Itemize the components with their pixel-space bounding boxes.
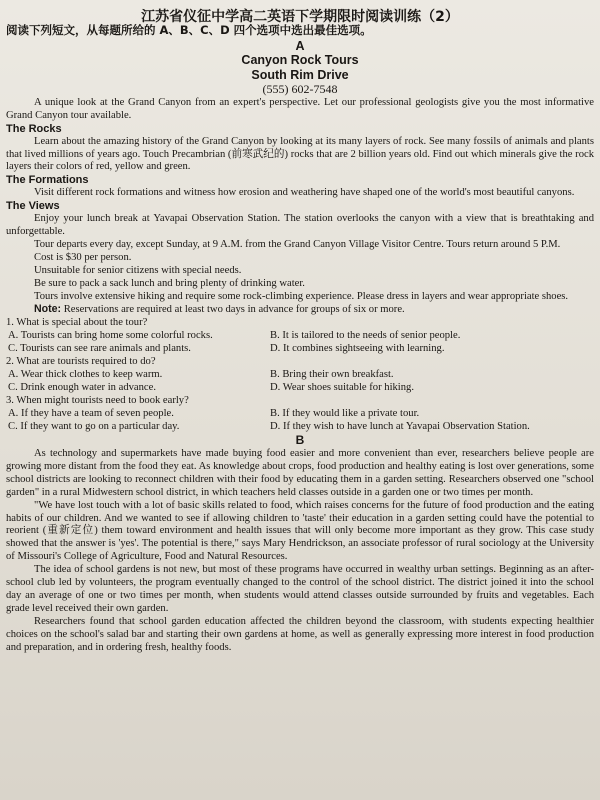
passage-b-paragraph-1: As technology and supermarkets have made buying food easier and more convenient than ever, researchers believe people are growing more distant from the food they eat. As knowledge about crops, food production and healthy eating is lost over generations, some school districts are looking to reconnect children with their food by educating them in a garden setting. Researchers observed one "school garden" in a rural Midwestern school district, in which teachers held classes outside in a garden one or two times per month. xyxy=(6,447,594,498)
tour-hiking: Tours involve extensive hiking and require some rock-climbing experience. Please dress in layers and wear appropriate shoes. xyxy=(34,290,569,302)
formations-heading: The Formations xyxy=(6,174,89,187)
passage-b-paragraph-3: The idea of school gardens is not new, but most of these programs have occurred in wealthy urban settings. Beginning as an after-school club led by volunteers, the program eventually changed to the control of the school district. The district joined it into the school day an average of one or two times per month, when students would attend classes outside surrounded by fruits and vegetables. Each grade level received their own garden. xyxy=(6,564,594,614)
question-1 xyxy=(6,317,594,356)
page-title: 江苏省仪征中学高二英语下学期限时阅读训练（2） xyxy=(141,9,459,25)
tour-lunch: Be sure to pack a sack lunch and bring plenty of drinking water. xyxy=(34,277,305,289)
option-d[interactable]: D. If they wish to have lunch at Yavapai Observation Station. xyxy=(270,420,530,432)
note-text: Reservations are required at least two days in advance for groups of six or more. xyxy=(61,304,405,316)
option-c[interactable]: C. Tourists can see rare animals and plants. xyxy=(8,343,191,355)
option-d[interactable]: D. It combines sightseeing with learning. xyxy=(270,343,445,355)
passage-b-paragraph-2: "We have lost touch with a lot of basic skills related to food, which raises concerns for the future of food production and the eating habits of our children. And we wanted to see if allowing children to 'taste' their education in a garden setting could have the potential to reorient (重新定位) them toward environment and health issues that will only become more important as they grow. This case study showed that the answer is 'yes'. The potential is there," says Mary Hendrickson, an associate professor of rural sociology at the University of Missouri's College of Agriculture, Food and Natural Resources. xyxy=(6,499,594,563)
ad-name: Canyon Rock Tours xyxy=(241,53,359,68)
passage-b-paragraph-4: Researchers found that school garden education affected the children beyond the classroom, with students expecting healthier choices on the school's salad bar and starting their own gardens at home, as well as generally expressing more interest in food production and preparation, and in ordering fresh, healthy foods. xyxy=(6,615,594,653)
option-c[interactable]: C. Drink enough water in advance. xyxy=(8,381,156,393)
ad-address: South Rim Drive xyxy=(251,67,349,82)
tour-note xyxy=(6,303,594,317)
option-a[interactable]: A. Tourists can bring home some colorful rocks. xyxy=(8,330,213,342)
views-heading: The Views xyxy=(6,200,60,213)
option-b[interactable]: B. Bring their own breakfast. xyxy=(270,368,394,380)
tour-departure: Tour departs every day, except Sunday, at 9 A.M. from the Grand Canyon Village Visitor Centre. Tours return around 5 P.M. xyxy=(34,238,561,250)
option-b[interactable]: B. It is tailored to the needs of senior people. xyxy=(270,330,461,342)
ad-intro: A unique look at the Grand Canyon from an expert's perspective. Let our professional geologists give you the most informative Grand Canyon tour available. xyxy=(6,96,594,121)
views-text: Enjoy your lunch break at Yavapai Observation Station. The station overlooks the canyon with a view that is breathtaking and unforgettable. xyxy=(6,213,594,237)
instruction: 阅读下列短文，从每题所给的 A、B、C、D 四个选项中选出最佳选项。 xyxy=(6,23,372,37)
question-2 xyxy=(6,356,594,395)
tour-unsuitable: Unsuitable for senior citizens with special needs. xyxy=(34,264,242,276)
question-stem: 1. What is special about the tour? xyxy=(6,317,148,329)
option-a[interactable]: A. If they have a team of seven people. xyxy=(8,407,174,419)
question-3 xyxy=(6,395,594,434)
rocks-text: Learn about the amazing history of the Grand Canyon by looking at its many layers of rock. See many fossils of animals and plants that lived millions of years ago. Touch Precambrian (前寒武纪的) rocks that are 2 billion years old. Find out which minerals give the rock layers their colors of red, yellow and green. xyxy=(6,135,594,173)
passage-b-label: B xyxy=(295,433,305,448)
option-b[interactable]: B. If they would like a private tour. xyxy=(270,407,420,419)
tour-cost: Cost is $30 per person. xyxy=(34,251,132,263)
option-a[interactable]: A. Wear thick clothes to keep warm. xyxy=(8,368,163,380)
worksheet-body xyxy=(6,24,594,654)
option-d[interactable]: D. Wear shoes suitable for hiking. xyxy=(270,381,414,393)
option-c[interactable]: C. If they want to go on a particular day. xyxy=(8,420,180,432)
question-stem: 3. When might tourists need to book early? xyxy=(6,394,189,406)
ad-phone: (555) 602-7548 xyxy=(262,82,338,97)
passage-a-label: A xyxy=(295,38,305,53)
formations-text: Visit different rock formations and witness how erosion and weathering have shaped one of the world's most beautiful canyons. xyxy=(34,187,575,199)
rocks-heading: The Rocks xyxy=(6,122,62,135)
note-label: Note: xyxy=(34,303,62,316)
question-stem: 2. What are tourists required to do? xyxy=(6,356,156,368)
